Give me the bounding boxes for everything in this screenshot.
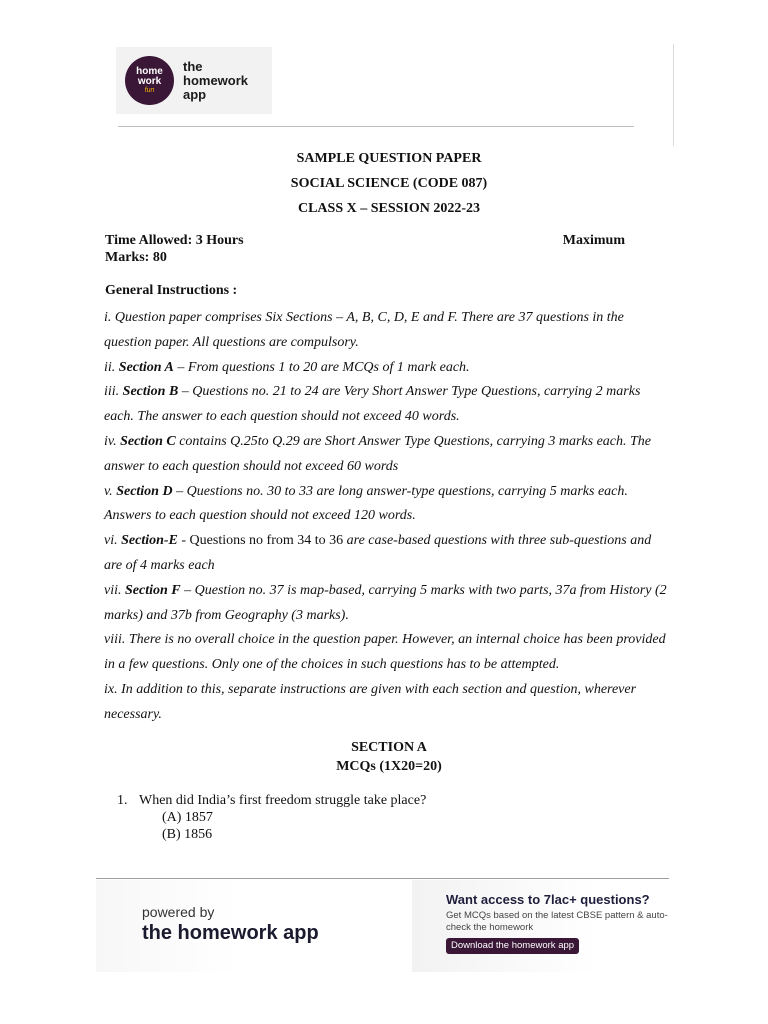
promo-title: Want access to 7lac+ questions? (446, 892, 650, 907)
logo-badge (125, 56, 174, 105)
general-instructions (104, 306, 672, 728)
promo-subtitle: Get MCQs based on the latest CBSE pattern & auto-check the homework (446, 910, 668, 933)
instruction-vii-section: Section F (125, 582, 181, 598)
question-1 (117, 792, 426, 809)
instruction-v: v. Section D – Questions no. 30 to 33 are long answer-type questions, carrying 5 marks each. Answers to each question should not exceed 120 words. (104, 483, 628, 524)
maximum-label: Maximum (562, 233, 625, 248)
instruction-vi-section: Section-E (121, 533, 178, 549)
time-allowed: Time Allowed: 3 Hours (105, 233, 244, 248)
footer-promo (412, 880, 676, 972)
logo-badge-line1: home (136, 65, 163, 77)
paper-subject: SOCIAL SCIENCE (CODE 087) (290, 176, 488, 191)
instruction-ix: ix. In addition to this, separate instructions are given with each section and question, wherever necessary. (104, 681, 637, 722)
option-b: (B) 1856 (162, 827, 213, 842)
instruction-ii: ii. Section A – From questions 1 to 20 are MCQs of 1 mark each. (104, 359, 470, 375)
powered-by-label: powered by (142, 904, 215, 920)
paper-header (105, 150, 673, 225)
instruction-iv: iv. Section C contains Q.25to Q.29 are Short Answer Type Questions, carrying 3 marks each. The answer to each question should not exceed 60 words (104, 433, 652, 474)
instruction-ii-section: Section A (118, 359, 174, 375)
instruction-v-section: Section D (116, 483, 173, 499)
footer-brand-name: the homework app (142, 922, 319, 944)
instruction-i: i. Question paper comprises Six Sections – A, B, C, D, E and F. There are 37 questions in the question paper. All questions are compulsory. (104, 310, 624, 350)
paper-class-session: CLASS X – SESSION 2022-23 (297, 201, 481, 216)
section-a-subtitle: MCQs (1X20=20) (336, 759, 442, 774)
logo-text-line3: app (183, 86, 207, 102)
logo-badge-line3: fun (144, 86, 155, 94)
max-marks: Marks: 80 (105, 250, 167, 265)
instruction-vi: vi. Section-E - Questions no from 34 to 36 are case-based questions with three sub-questions and are of 4 marks each (104, 533, 652, 573)
download-app-button[interactable]: Download the homework app (446, 938, 579, 954)
header-divider (118, 126, 634, 127)
instruction-iv-section: Section C (120, 433, 176, 449)
logo-text-line2: homework (183, 72, 249, 88)
footer-divider (96, 878, 669, 879)
question-1-options (162, 809, 213, 843)
footer-branding (96, 880, 334, 972)
paper-title: SAMPLE QUESTION PAPER (296, 151, 482, 166)
option-a: (A) 1857 (162, 810, 213, 825)
question-number: 1. (117, 793, 128, 808)
section-a-title: SECTION A (351, 740, 427, 755)
question-text: When did India’s first freedom struggle take place? (139, 793, 427, 808)
section-a-header (105, 738, 673, 776)
general-instructions-heading: General Instructions : (105, 283, 238, 298)
instruction-iii: iii. Section B – Questions no. 21 to 24 are Very Short Answer Type Questions, carrying 2 marks each. The answer to each question should not exceed 40 words. (104, 384, 641, 425)
page-edge-line (673, 44, 674, 146)
time-marks-row (105, 232, 625, 266)
instruction-vii: vii. Section F – Question no. 37 is map-based, carrying 5 marks with two parts, 37a from History (2 marks) and 37b from Geography (3 marks). (104, 582, 667, 623)
instruction-viii: viii. There is no overall choice in the question paper. However, an internal choice has been provided in a few questions. Only one of the choices in such questions has to be attempted. (104, 632, 666, 673)
logo (116, 47, 272, 114)
logo-text-line1: the (183, 58, 203, 74)
instruction-iii-section: Section B (122, 384, 179, 400)
logo-text (183, 60, 248, 102)
logo-badge-line2: work (137, 75, 162, 87)
